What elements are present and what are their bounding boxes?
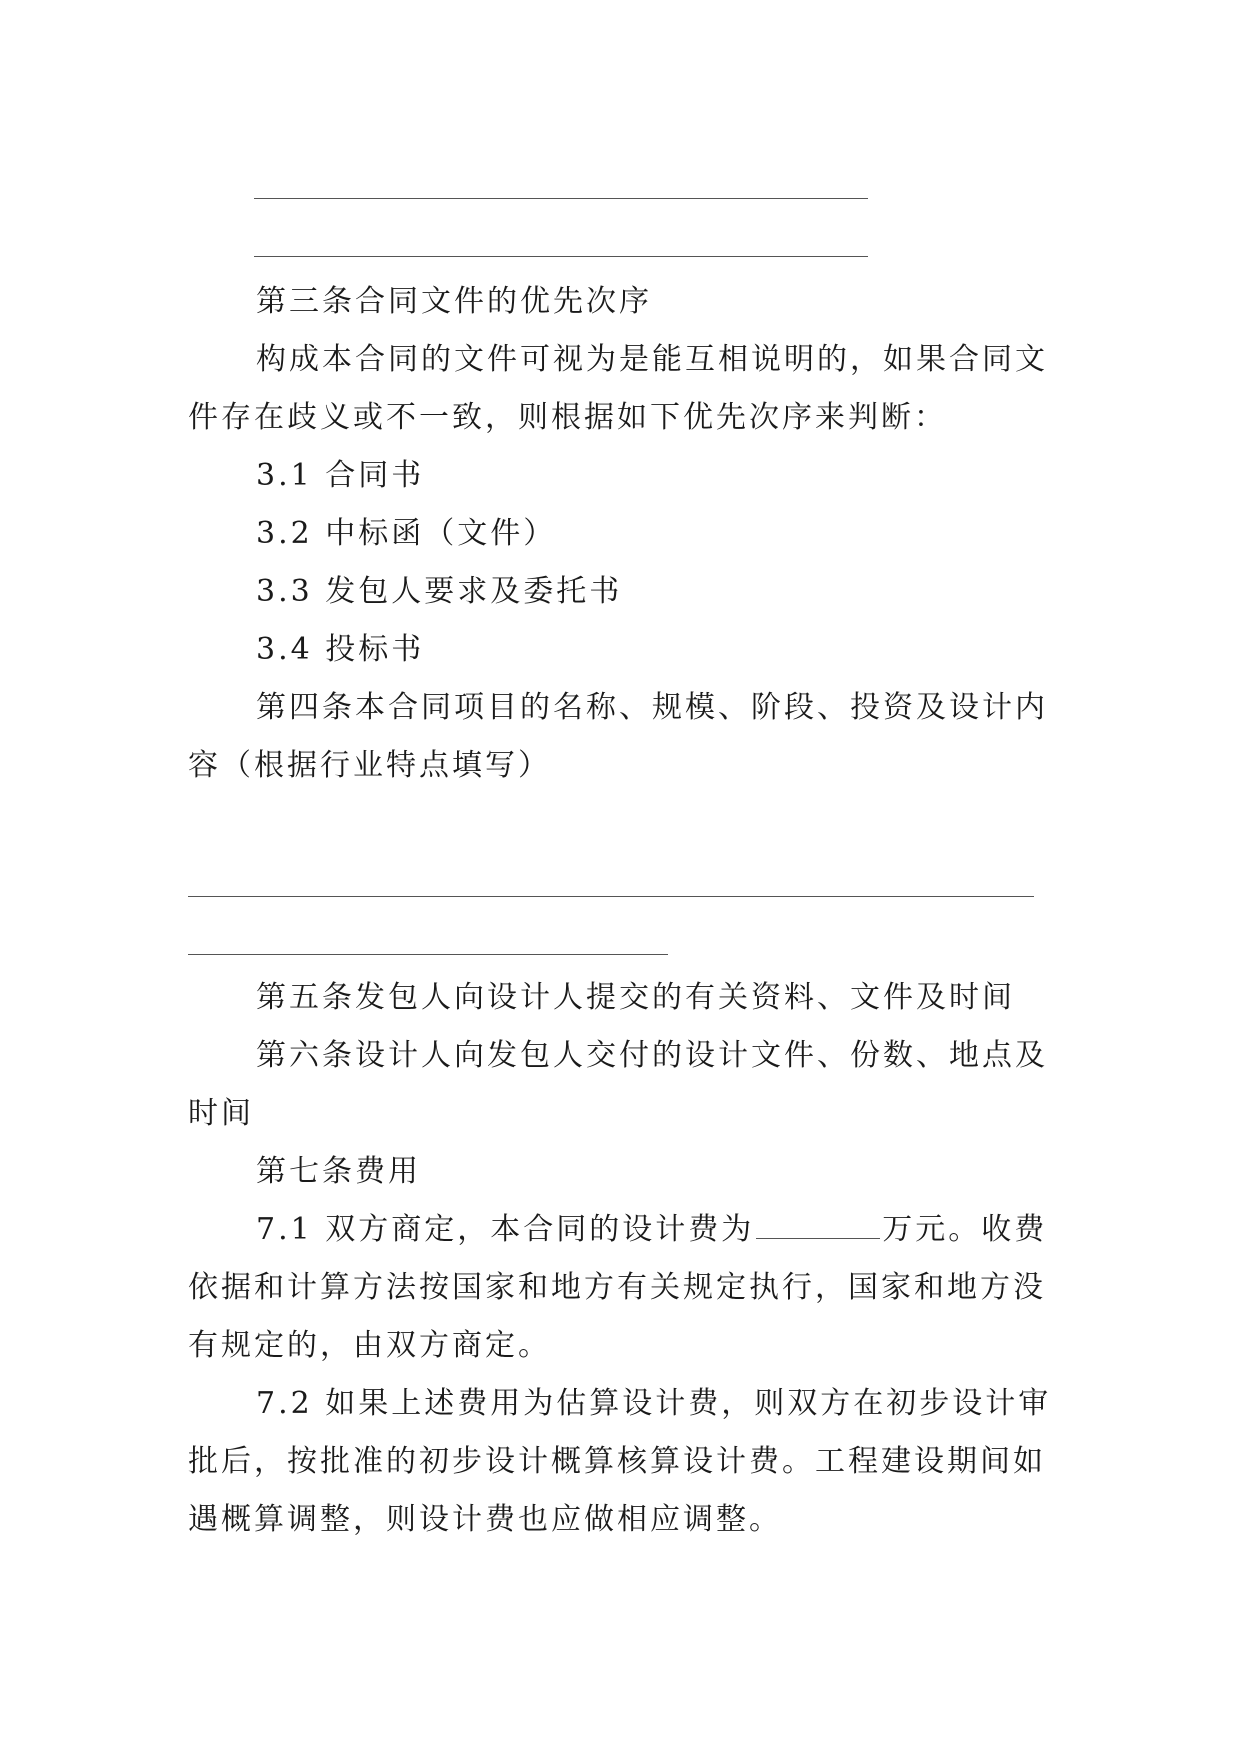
item-7-1-text-b: 万元。收费 bbox=[882, 1212, 1048, 1247]
item-7-1-line1 bbox=[256, 1210, 1047, 1250]
item-7-2-line1: 7.2 如果上述费用为估算设计费，则双方在初步设计审 bbox=[256, 1386, 1052, 1421]
item-3-2: 3.2 中标函（文件） bbox=[256, 516, 557, 551]
article5: 第五条发包人向设计人提交的有关资料、文件及时间 bbox=[256, 980, 1015, 1015]
blank-line-mid-2 bbox=[188, 954, 668, 955]
item-3-3: 3.3 发包人要求及委托书 bbox=[256, 574, 623, 609]
blank-line-top-2 bbox=[254, 256, 868, 257]
fee-blank-field bbox=[756, 1212, 880, 1239]
article3-body-line2: 件存在歧义或不一致，则根据如下优先次序来判断： bbox=[188, 400, 947, 435]
article4-line1: 第四条本合同项目的名称、规模、阶段、投资及设计内 bbox=[256, 690, 1048, 725]
item-7-1-text-a: 7.1 双方商定，本合同的设计费为 bbox=[256, 1212, 755, 1247]
blank-line-top-1 bbox=[254, 198, 868, 199]
item-7-2-line3: 遇概算调整，则设计费也应做相应调整。 bbox=[188, 1502, 782, 1537]
item-3-1: 3.1 合同书 bbox=[256, 458, 425, 493]
article4-line2: 容（根据行业特点填写） bbox=[188, 748, 551, 783]
item-7-1-line2: 依据和计算方法按国家和地方有关规定执行，国家和地方没 bbox=[188, 1270, 1046, 1305]
article6-line1: 第六条设计人向发包人交付的设计文件、份数、地点及 bbox=[256, 1038, 1048, 1073]
item-7-1-line3: 有规定的，由双方商定。 bbox=[188, 1328, 551, 1363]
item-3-4: 3.4 投标书 bbox=[256, 632, 425, 667]
article7-title: 第七条费用 bbox=[256, 1154, 421, 1189]
blank-line-mid-1 bbox=[188, 896, 1034, 897]
article3-title: 第三条合同文件的优先次序 bbox=[256, 284, 652, 319]
item-7-2-line2: 批后，按批准的初步设计概算核算设计费。工程建设期间如 bbox=[188, 1444, 1046, 1479]
article3-body-line1: 构成本合同的文件可视为是能互相说明的，如果合同文 bbox=[256, 342, 1048, 377]
article6-line2: 时间 bbox=[188, 1096, 254, 1131]
